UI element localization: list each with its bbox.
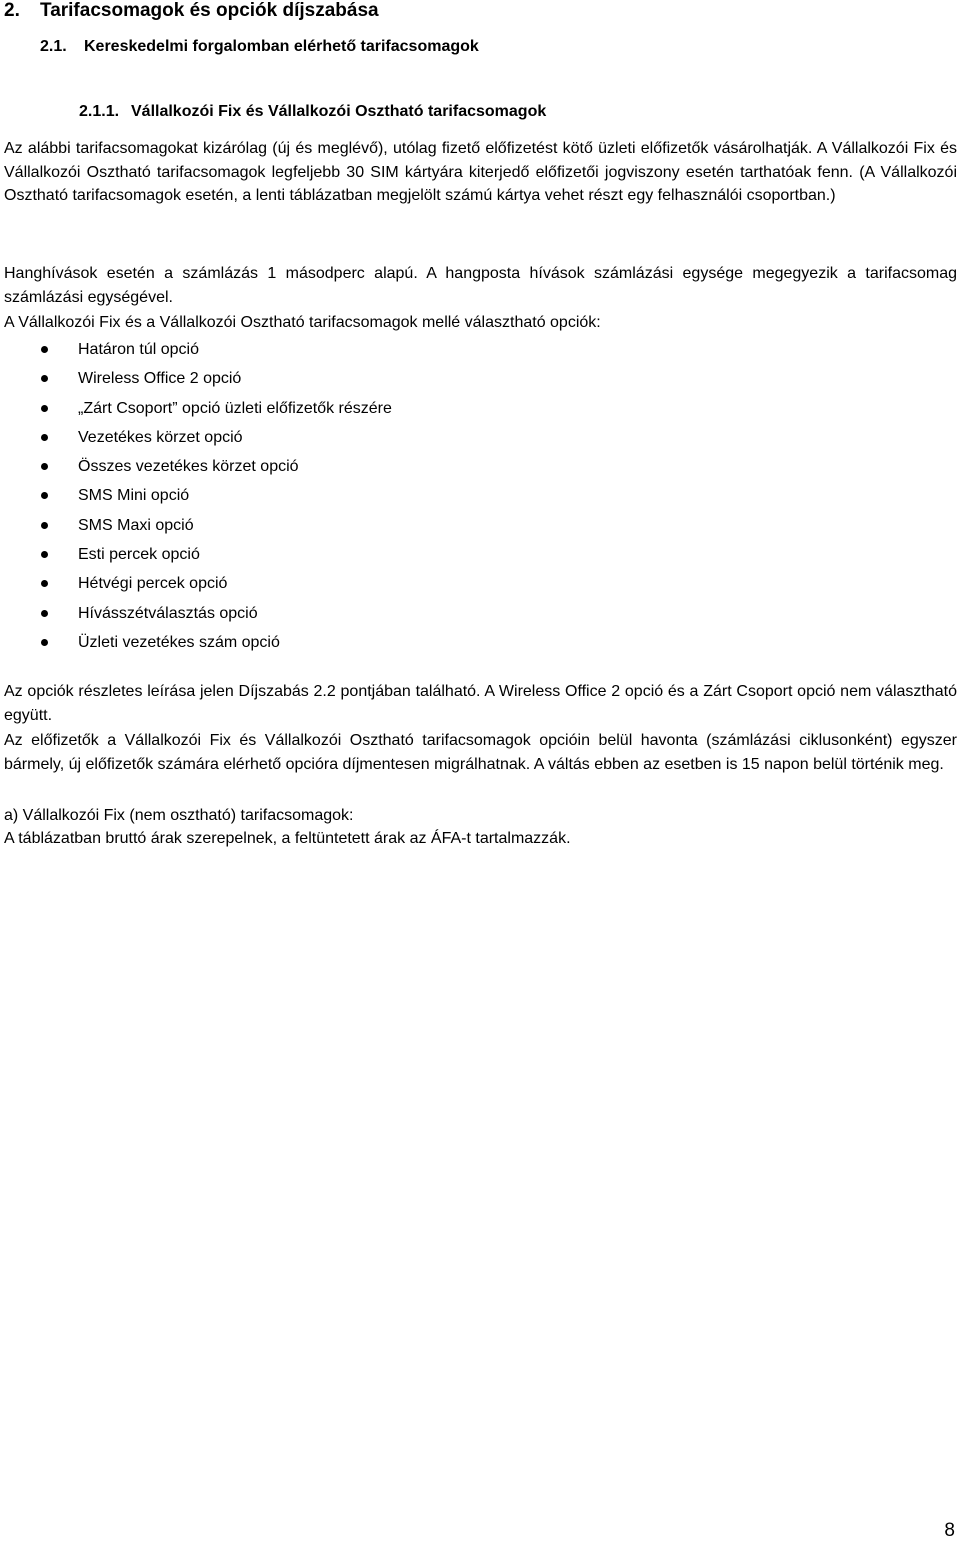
option-label: Vezetékes körzet opció (78, 428, 243, 446)
bullet-icon (41, 639, 48, 646)
option-label: Határon túl opció (78, 341, 199, 358)
bullet-icon (41, 346, 48, 353)
option-label: Wireless Office 2 opció (78, 370, 242, 388)
list-item (0, 511, 960, 540)
bullet-icon (41, 434, 48, 441)
option-label: Üzleti vezetékes szám opció (78, 633, 280, 651)
page-number: 8 (944, 1520, 955, 1541)
list-item (0, 599, 960, 628)
option-label: Esti percek opció (78, 546, 200, 564)
list-item (0, 335, 960, 364)
heading-level-1 (4, 0, 379, 22)
bullet-icon (41, 375, 48, 382)
option-label: SMS Mini opció (78, 487, 190, 505)
option-label: SMS Maxi opció (78, 516, 194, 534)
list-item (0, 394, 960, 423)
bullet-icon (41, 522, 48, 529)
option-label: Hétvégi percek opció (78, 575, 228, 593)
list-item (0, 540, 960, 569)
list-item (0, 569, 960, 598)
bullet-icon (41, 463, 48, 470)
heading-number: 2. (4, 0, 20, 21)
list-item (0, 364, 960, 393)
heading-level-3 (79, 103, 546, 121)
heading-number: 2.1.1. (79, 103, 120, 120)
heading-number: 2.1. (40, 38, 67, 55)
heading-text: Kereskedelmi forgalomban elérhető tarifacsomagok (84, 38, 479, 55)
table-note-paragraph: A táblázatban bruttó árak szerepelnek, a feltüntetett árak az ÁFA-t tartalmazzák. (4, 830, 571, 847)
bullet-icon (41, 610, 48, 617)
bullet-icon (41, 551, 48, 558)
option-label: Hívásszétválasztás opció (78, 604, 258, 622)
option-label: Összes vezetékes körzet opció (78, 458, 299, 476)
list-item (0, 423, 960, 452)
bullet-icon (41, 492, 48, 499)
migration-paragraph: Az előfizetők a Vállalkozói Fix és Vállalkozói Osztható tarifacsomagok opcióin belül havonta (számlázási ciklusonként) egyszer bármely, új előfizetők számára elérhető opcióra díjmentesen migrálhatnak. A váltás ebben az esetben is 15 napon belül történik meg. (4, 732, 957, 773)
section-a-heading: a) Vállalkozói Fix (nem osztható) tarifacsomagok: (4, 807, 354, 824)
heading-text: Vállalkozói Fix és Vállalkozói Osztható tarifacsomagok (131, 103, 547, 120)
list-item (0, 481, 960, 510)
options-detail-paragraph: Az opciók részletes leírása jelen Díjszabás 2.2 pontjában található. A Wireless Office 2 opció és a Zárt Csoport opció nem választható együtt. (4, 683, 957, 724)
bullet-icon (41, 405, 48, 412)
billing-paragraph: Hanghívások esetén a számlázás 1 másodperc alapú. A hangposta hívások számlázási egysége megegyezik a tarifacsomag számlázási egységével. (4, 265, 957, 306)
options-list (0, 335, 960, 657)
heading-text: Tarifacsomagok és opciók díjszabása (40, 0, 379, 21)
list-item (0, 452, 960, 481)
option-label: „Zárt Csoport” opció üzleti előfizetők részére (78, 399, 392, 417)
bullet-icon (41, 580, 48, 587)
heading-level-2 (40, 38, 479, 56)
options-intro-paragraph: A Vállalkozói Fix és a Vállalkozói Osztható tarifacsomagok mellé választható opciók: (4, 314, 601, 331)
list-item (0, 628, 960, 657)
intro-paragraph: Az alábbi tarifacsomagokat kizárólag (új és meglévő), utólag fizető előfizetést kötő üzleti előfizetők vásárolhatják. A Vállalkozói Fix és Vállalkozói Osztható tarifacsomagok legfeljebb 30 SIM kártyára kiterjedő előfizetői jogviszony esetén tarthatóak fenn. (A Vállalkozói Osztható tarifacsomagok esetén, a lenti táblázatban megjelölt számú kártya vehet részt egy felhasználói csoportban.) (4, 140, 957, 205)
